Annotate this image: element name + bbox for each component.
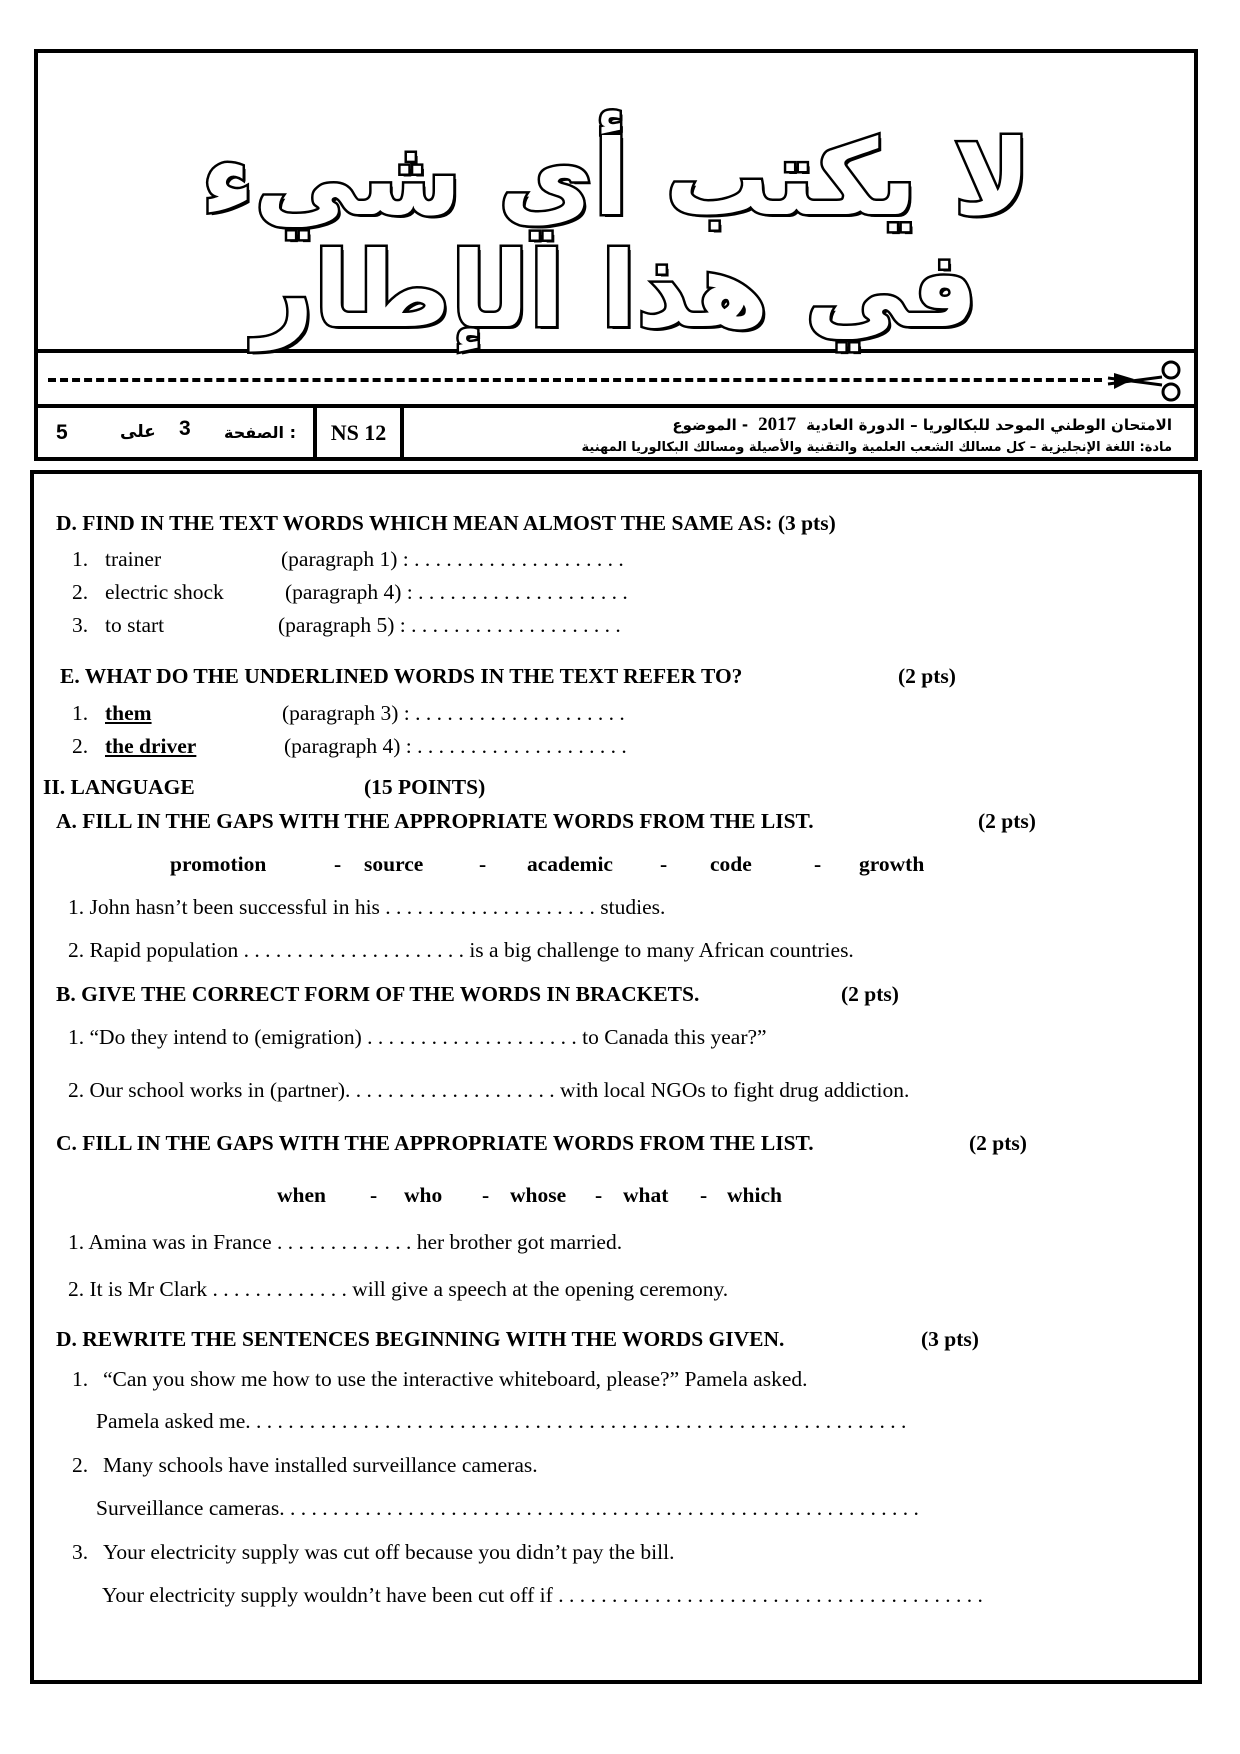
page-number: 3 (179, 417, 191, 440)
exam-subject: مادة: اللغة الإنجليزية – كل مسالك الشعب العلمية والتقنية والأصيلة ومسالك البكالوريا المهنية (581, 440, 1172, 455)
lang-a-points: (2 pts) (978, 809, 1036, 833)
scissors-icon (1104, 359, 1186, 403)
lang-a-heading: A. FILL IN THE GAPS WITH THE APPROPRIATE WORDS FROM THE LIST. (56, 809, 814, 833)
exam-content-frame: D. FIND IN THE TEXT WORDS WHICH MEAN ALMOST THE SAME AS: (3 pts) 1. trainer (paragraph 1) : . . . . . . . . . . . . . . . . . . . . 2. electric shock (paragraph 4) : . . . . . . . . . . . . . . . . . . . . 3. to start (paragraph 5) : . . . . . . . . . . . . . . . . . . . . E. WHAT DO THE UNDERLINED WORDS IN THE TEXT REFER TO? (2 pts) 1. them (paragraph 3) : . . . . . . . . . . . . . . . . . . . . 2. the driver (paragraph 4) : . . . . . . . . . . . . . . . . . . . . II. LANGUAGE (15 POINTS) A. FILL IN THE GAPS WITH THE APPROPRIATE WORDS FROM THE LIST. (2 pts) promotion - source - academic - code - growth 1. John hasn’t been successful in his . . . . . . . . . . . . . . . . . . . . studies. 2. Rapid population . . . . . . . . . . . . . . . . . . . . . is a big challenge to many African countries. B. GIVE THE CORRECT FORM OF THE WORDS IN BRACKETS. (2 pts) 1. “Do they intend to (emigration) . . . . . . . . . . . . . . . . . . . . to Canada this year?” 2. Our school works in (partner). . . . . . . . . . . . . . . . . . . . with local NGOs to fight drug addiction. C. FILL IN THE GAPS WITH THE APPROPRIATE WORDS FROM THE LIST. (2 pts) when - who - whose - what - which 1. Amina was in France . . . . . . . . . . . . . her brother got married. 2. It is Mr Clark . . . . . . . . . . . . . will give a speech at the opening ceremony. D. REWRITE THE SENTENCES BEGINNING WITH THE WORDS GIVEN. (3 pts) 1. “Can you show me how to use the interactive whiteboard, please?” Pamela asked. Pamela asked me. . . . . . . . . . . . . . . . . . . . . . . . . . . . . . . . . . . . . . . . . . . . . . . . . . . . . . . . . . . . . . 2. Many schools have installed surveillance cameras. Surveillance cameras. . . . . . . . . . . . . . . . . . . . . . . . . . . . . . . . . . . . . . . . . . . . . . . . . . . . . . . . . . . . 3. Your electricity supply was cut off because you didn’t pay the bill. Your electricity supply wouldn’t have been cut off if . . . . . . . . . . . . . . . . . . . . . . . . . . . . . . . . . . . . . . . . (30, 470, 1202, 1684)
lang-b-item-1[interactable]: 1. “Do they intend to (emigration) . . . . . . . . . . . . . . . . . . . . to Canada this year?” (68, 1025, 767, 1049)
exam-code: NS 12 (317, 408, 404, 461)
rewrite-answer[interactable]: Your electricity supply wouldn’t have been cut off if . . . . . . . . . . . . . . . . . . . . . . . . . . . . . . . . . . . . . . . . (102, 1583, 983, 1607)
word-option: growth (859, 852, 925, 876)
rewrite-sentence: Many schools have installed surveillance cameras. (103, 1453, 538, 1477)
do-not-write-banner (38, 53, 1194, 353)
banner-line-1: لا يكتب أي شيء (201, 117, 1031, 239)
exam-year: 2017 (758, 414, 797, 435)
exam-title: الامتحان الوطني الموحد للبكالوريا – الدورة العادية2017- الموضوع (672, 414, 1172, 435)
rewrite-answer[interactable]: Pamela asked me. . . . . . . . . . . . . . . . . . . . . . . . . . . . . . . . . . . . . . . . . . . . . . . . . . . . . . . . . . . . . . (96, 1409, 907, 1433)
underlined-word: the driver (105, 734, 197, 758)
page-label: الصفحة : (224, 423, 296, 442)
word-option: when (277, 1183, 326, 1207)
page-indicator (38, 408, 317, 461)
rewrite-sentence: “Can you show me how to use the interactive whiteboard, please?” Pamela asked. (103, 1367, 808, 1391)
vocab-word: electric shock (105, 580, 224, 604)
header-frame (34, 49, 1198, 461)
lang-a-item-2[interactable]: 2. Rapid population . . . . . . . . . . . . . . . . . . . . . is a big challenge to many African countries. (68, 938, 854, 962)
lang-b-points: (2 pts) (841, 982, 899, 1006)
word-option: whose (510, 1183, 567, 1207)
answer-blank[interactable]: (paragraph 4) : . . . . . . . . . . . . . . . . . . . . (284, 734, 627, 758)
word-option: academic (527, 852, 613, 876)
language-points: (15 POINTS) (364, 775, 486, 799)
answer-blank[interactable]: (paragraph 4) : . . . . . . . . . . . . . . . . . . . . (285, 580, 628, 604)
section-e-points: (2 pts) (898, 664, 956, 688)
cut-line (48, 378, 1102, 382)
lang-b-heading: B. GIVE THE CORRECT FORM OF THE WORDS IN BRACKETS. (56, 982, 700, 1006)
word-option: who (404, 1183, 443, 1207)
lang-d-points: (3 pts) (921, 1327, 979, 1351)
banner-line-2: في هذا الإطار (253, 229, 979, 351)
section-e-heading: E. WHAT DO THE UNDERLINED WORDS IN THE TEXT REFER TO? (60, 664, 743, 688)
lang-b-item-2[interactable]: 2. Our school works in (partner). . . . . . . . . . . . . . . . . . . . with local NGOs to fight drug addiction. (68, 1078, 910, 1102)
rewrite-sentence: Your electricity supply was cut off because you didn’t pay the bill. (103, 1540, 675, 1564)
section-d-heading: D. FIND IN THE TEXT WORDS WHICH MEAN ALMOST THE SAME AS: (3 pts) (56, 511, 836, 535)
language-heading: II. LANGUAGE (43, 775, 195, 799)
lang-c-heading: C. FILL IN THE GAPS WITH THE APPROPRIATE WORDS FROM THE LIST. (56, 1131, 814, 1155)
word-option: code (710, 852, 752, 876)
exam-info-row (38, 408, 1194, 461)
cut-line-row (38, 353, 1194, 408)
answer-blank[interactable]: (paragraph 3) : . . . . . . . . . . . . . . . . . . . . (282, 701, 625, 725)
vocab-word: trainer (105, 547, 162, 571)
exam-title-block (404, 408, 1194, 461)
page-of-label: على (120, 422, 156, 442)
word-option: which (727, 1183, 782, 1207)
answer-blank[interactable]: (paragraph 5) : . . . . . . . . . . . . . . . . . . . . (278, 613, 621, 637)
vocab-word: to start (105, 613, 165, 637)
lang-c-points: (2 pts) (969, 1131, 1027, 1155)
underlined-word: them (105, 701, 152, 725)
rewrite-answer[interactable]: Surveillance cameras. . . . . . . . . . . . . . . . . . . . . . . . . . . . . . . . . . . . . . . . . . . . . . . . . . . . . . . . . . . . (96, 1496, 919, 1520)
lang-c-item-2[interactable]: 2. It is Mr Clark . . . . . . . . . . . . . will give a speech at the opening ceremony. (68, 1277, 729, 1301)
lang-c-item-1[interactable]: 1. Amina was in France . . . . . . . . . . . . . her brother got married. (68, 1230, 623, 1254)
word-option: what (623, 1183, 669, 1207)
word-option: promotion (170, 852, 267, 876)
answer-blank[interactable]: (paragraph 1) : . . . . . . . . . . . . . . . . . . . . (281, 547, 624, 571)
word-option: source (364, 852, 424, 876)
lang-d-heading: D. REWRITE THE SENTENCES BEGINNING WITH THE WORDS GIVEN. (56, 1327, 785, 1351)
lang-a-item-1[interactable]: 1. John hasn’t been successful in his . . . . . . . . . . . . . . . . . . . . studies. (68, 895, 666, 919)
page-total: 5 (56, 421, 68, 444)
